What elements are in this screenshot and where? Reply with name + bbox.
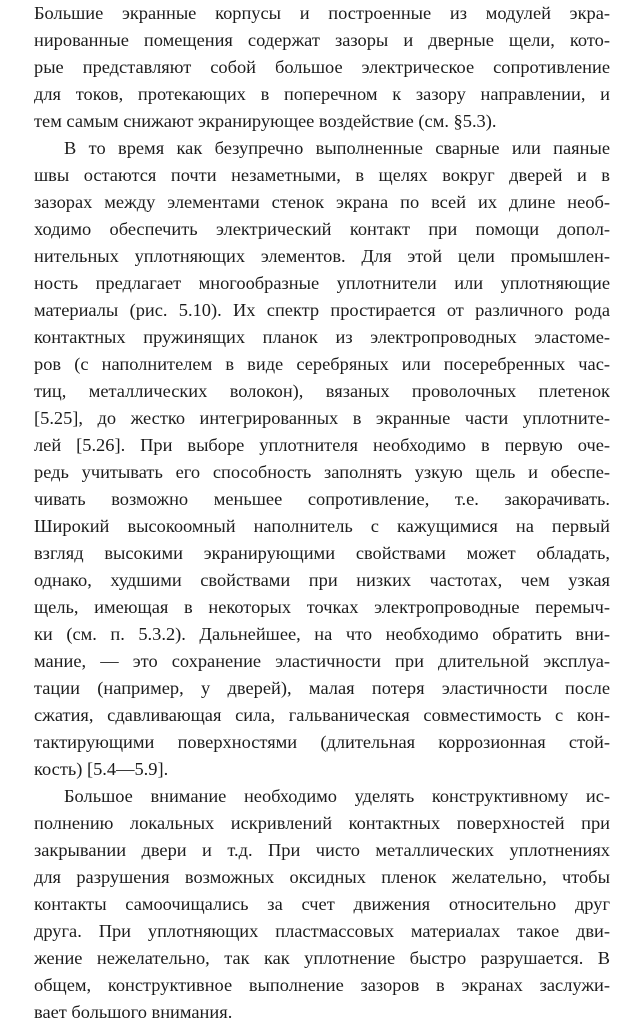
text-line: ность предлагает многообразные уплотнители или уплотняющие [34, 273, 610, 293]
paragraph-3 [34, 783, 610, 1026]
text-line: ки (см. п. 5.3.2). Дальнейшее, на что необходимо обратить вни- [34, 624, 610, 644]
text-line: ров (с наполнителем в виде серебряных или посеребренных час- [34, 354, 610, 374]
text-line: материалы (рис. 5.10). Их спектр простирается от различного рода [34, 300, 610, 320]
text-line: лей [5.26]. При выборе уплотнителя необходимо в первую оче- [34, 435, 610, 455]
text-line: Широкий высокоомный наполнитель с кажущимися на первый [34, 516, 610, 536]
text-line: кость) [5.4—5.9]. [34, 759, 169, 779]
text-line: нительных уплотняющих элементов. Для этой цели промышлен- [34, 246, 610, 266]
paragraph-2 [34, 135, 610, 783]
text-line: ходимо обеспечить электрический контакт при помощи допол- [34, 219, 610, 239]
text-line: нированные помещения содержат зазоры и дверные щели, кото- [34, 30, 610, 50]
text-line: щель, имеющая в некоторых точках электропроводные перемыч- [34, 597, 610, 617]
text-line: тации (например, у дверей), малая потеря эластичности после [34, 678, 610, 698]
text-line: для разрушения возможных оксидных пленок желательно, чтобы [34, 867, 610, 887]
text-line: взгляд высокими экранирующими свойствами может обладать, [34, 543, 610, 563]
text-line: контакты самоочищались за счет движения относительно друг [34, 894, 610, 914]
text-line: швы остаются почти незаметными, в щелях вокруг дверей и в [34, 165, 610, 185]
text-line: В то время как безупречно выполненные сварные или паяные [64, 138, 610, 158]
text-line: вает большого внимания. [34, 1002, 233, 1022]
text-line: Большое внимание необходимо уделять конструктивному ис- [64, 786, 610, 806]
text-line: жение нежелательно, так как уплотнение быстро разрушается. В [34, 948, 610, 968]
text-line: тиц, металлических волокон), вязаных проволочных плетенок [34, 381, 610, 401]
text-line: общем, конструктивное выполнение зазоров в экранах заслужи- [34, 975, 610, 995]
text-line: чивать возможно меньшее сопротивление, т.е. закорачивать. [34, 489, 610, 509]
text-line: редь учитывать его способность заполнять узкую щель и обеспе- [34, 462, 610, 482]
text-line: сжатия, сдавливающая сила, гальваническая совместимость с кон- [34, 705, 610, 725]
text-line: однако, худшими свойствами при низких частотах, чем узкая [34, 570, 610, 590]
text-line: [5.25], до жестко интегрированных в экранные части уплотните- [34, 408, 610, 428]
text-line: зазорах между элементами стенок экрана по всей их длине необ- [34, 192, 610, 212]
text-line: рые представляют собой большое электрическое сопротивление [34, 57, 610, 77]
text-line: закрывании двери и т.д. При чисто металлических уплотнениях [34, 840, 610, 860]
text-line: Большие экранные корпусы и построенные из модулей экра- [34, 3, 610, 23]
text-line: мание, — это сохранение эластичности при длительной эксплуа- [34, 651, 610, 671]
text-line: тем самым снижают экранирующее воздействие (см. §5.3). [34, 111, 497, 131]
text-line: контактных пружинящих планок из электропроводных эластоме- [34, 327, 610, 347]
text-line: тактирующими поверхностями (длительная коррозионная стой- [34, 732, 610, 752]
text-line: друга. При уплотняющих пластмассовых материалах такое дви- [34, 921, 610, 941]
paragraph-1 [34, 0, 610, 135]
text-line: полнению локальных искривлений контактных поверхностей при [34, 813, 610, 833]
text-line: для токов, протекающих в поперечном к зазору направлении, и [34, 84, 610, 104]
document-page [34, 0, 610, 1026]
